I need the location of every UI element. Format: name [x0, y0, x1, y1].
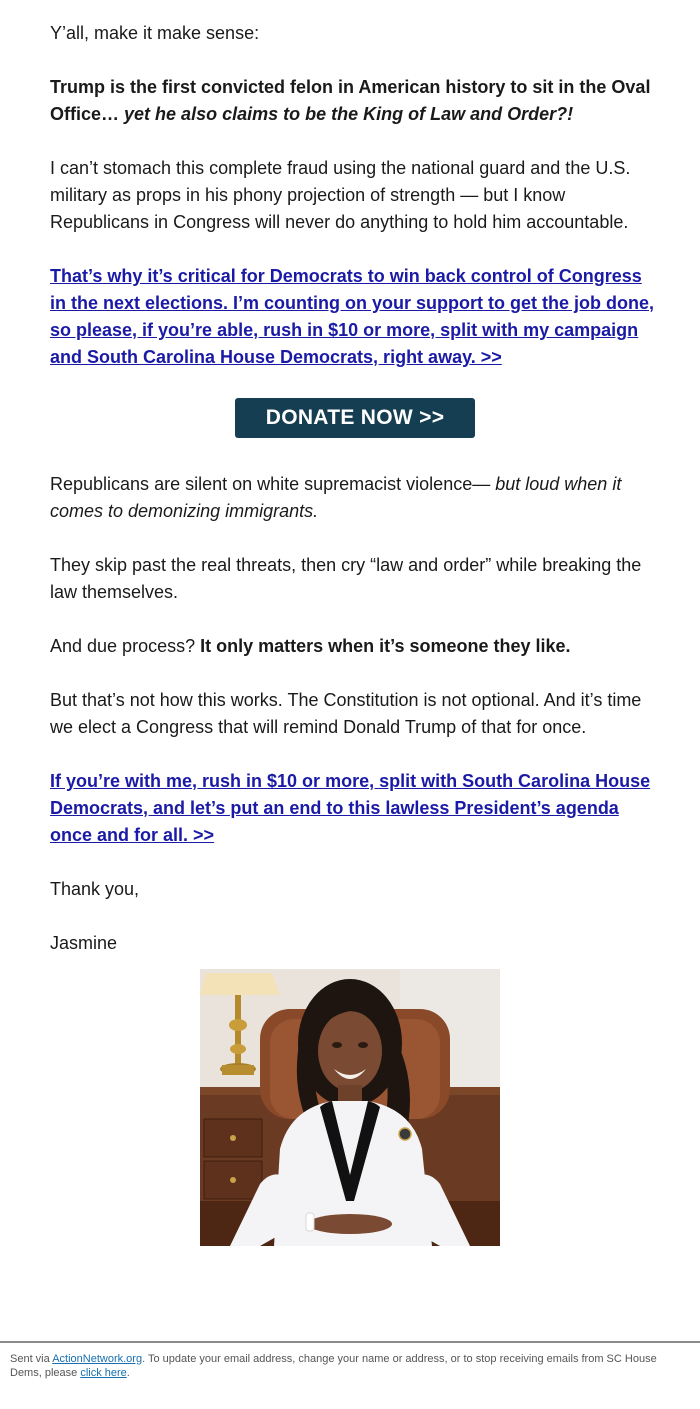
footer-suffix: . [126, 1367, 130, 1379]
intro-paragraph [50, 74, 660, 128]
body-paragraph-threats: They skip past the real threats, then cry “law and order” while breaking the law themselves. [50, 555, 642, 602]
body-paragraph-due-process [50, 633, 660, 660]
due-process-plain-text: And due process? [50, 636, 196, 656]
intro-bold-text: Trump is the first convicted felon in American history to sit in the Oval Office… [50, 77, 651, 124]
cta-paragraph-1 [50, 263, 660, 371]
intro-bold-italic-text: yet he also claims to be the King of Law and Order?! [124, 104, 574, 124]
donate-now-button[interactable]: DONATE NOW >> [235, 398, 475, 438]
email-body [50, 20, 660, 984]
actionnetwork-link[interactable]: ActionNetwork.org [52, 1353, 143, 1365]
cta-link-2[interactable]: If you’re with me, rush in $10 or more, split with South Carolina House Democrats, and let’s put an end to this lawless President’s agenda once and for all. >> [50, 771, 651, 845]
silent-italic-text: but loud when it comes to demonizing immigrants. [50, 474, 622, 521]
footer-prefix: Sent via [10, 1353, 53, 1365]
due-process-bold-text: It only matters when it’s someone they like. [200, 636, 571, 656]
email-footer [10, 1352, 680, 1380]
footer-middle-text: . To update your email address, change your name or address, or to stop receiving emails from SC House Dems, please [10, 1353, 657, 1379]
donate-button-wrapper [50, 398, 660, 438]
body-paragraph-constitution: But that’s not how this works. The Constitution is not optional. And it’s time we elect a Congress that will remind Donald Trump of that for once. [50, 690, 642, 737]
signoff: Thank you, [50, 879, 140, 899]
portrait-photo [200, 969, 500, 1246]
unsubscribe-click-here-link[interactable]: click here [80, 1367, 127, 1379]
greeting: Y’all, make it make sense: [50, 23, 260, 43]
cta-link-1[interactable]: That’s why it’s critical for Democrats to win back control of Congress in the next elections. I’m counting on your support to get the job done, so please, if you’re able, rush in $10 or more, split with my campaign and South Carolina House Democrats, right away. >> [50, 266, 655, 367]
body-paragraph-silent [50, 471, 660, 525]
cta-paragraph-2 [50, 768, 660, 849]
body-paragraph-national-guard: I can’t stomach this complete fraud using the national guard and the U.S. military as props in his phony projection of strength — but I know Republicans in Congress will never do anything to hold him accountable. [50, 158, 631, 232]
footer-divider [0, 1341, 700, 1343]
silent-plain-text: Republicans are silent on white supremacist violence— [50, 474, 491, 494]
signature: Jasmine [50, 933, 118, 953]
